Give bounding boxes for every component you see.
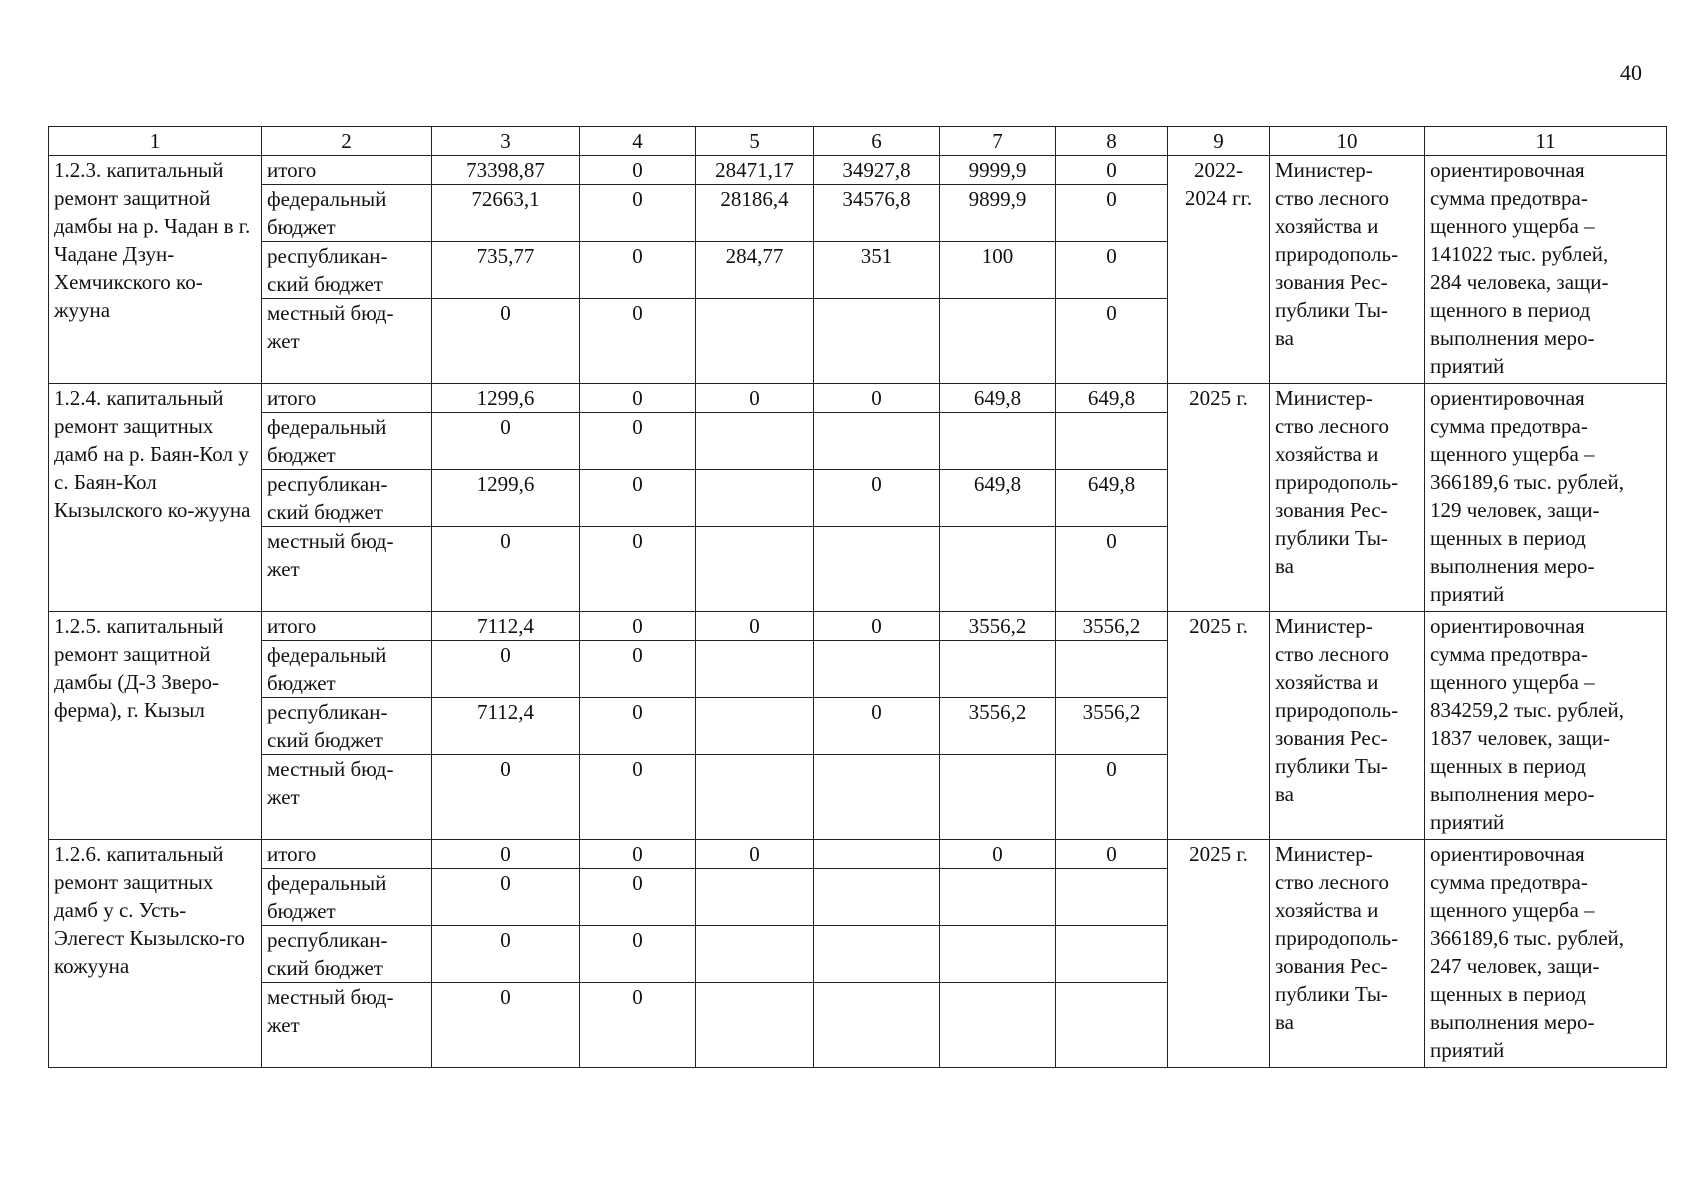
measure-name: 1.2.3. капитальный ремонт защитной дамбы на р. Чадан в г. Чадане Дзун-Хемчикского ко-жууна (49, 156, 262, 384)
amount-cell: 0 (580, 641, 696, 698)
measure-name: 1.2.6. капитальный ремонт защитных дамб у с. Усть-Элегест Кызылско-го кожууна (49, 840, 262, 1068)
amount-cell: 3556,2 (940, 612, 1056, 641)
amount-cell: 0 (814, 470, 940, 527)
amount-cell: 9999,9 (940, 156, 1056, 185)
amount-cell: 735,77 (432, 242, 580, 299)
amount-cell: 0 (580, 299, 696, 384)
amount-cell: 0 (1056, 840, 1168, 869)
funding-source: республикан- ский бюджет (262, 242, 432, 299)
amount-cell (940, 983, 1056, 1068)
result-cell: ориентировочная сумма предотвра- щенного ущерба – 141022 тыс. рублей, 284 человека, защи- щенного в период выполнения меро- приятий (1425, 156, 1667, 384)
amount-cell (814, 413, 940, 470)
amount-cell: 0 (1056, 156, 1168, 185)
funding-source: местный бюд- жет (262, 983, 432, 1068)
amount-cell (940, 755, 1056, 840)
amount-cell (696, 299, 814, 384)
amount-cell (696, 926, 814, 983)
column-header: 4 (580, 127, 696, 156)
amount-cell: 0 (580, 869, 696, 926)
amount-cell: 0 (580, 840, 696, 869)
column-header: 11 (1425, 127, 1667, 156)
amount-cell: 0 (1056, 299, 1168, 384)
amount-cell: 0 (432, 641, 580, 698)
amount-cell (696, 698, 814, 755)
amount-cell (940, 413, 1056, 470)
table-row (49, 384, 1667, 413)
measure-name: 1.2.4. капитальный ремонт защитных дамб на р. Баян-Кол у с. Баян-Кол Кызылского ко-жууна (49, 384, 262, 612)
amount-cell: 0 (432, 983, 580, 1068)
column-header: 1 (49, 127, 262, 156)
amount-cell: 3556,2 (940, 698, 1056, 755)
period-cell: 2025 г. (1168, 384, 1270, 612)
funding-source: федеральный бюджет (262, 413, 432, 470)
amount-cell (814, 926, 940, 983)
column-header: 6 (814, 127, 940, 156)
amount-cell (940, 926, 1056, 983)
funding-source: местный бюд- жет (262, 527, 432, 612)
amount-cell: 0 (940, 840, 1056, 869)
amount-cell: 0 (814, 612, 940, 641)
result-cell: ориентировочная сумма предотвра- щенного ущерба – 366189,6 тыс. рублей, 247 человек, защи- щенных в период выполнения меро- приятий (1425, 840, 1667, 1068)
amount-cell: 9899,9 (940, 185, 1056, 242)
amount-cell (940, 869, 1056, 926)
amount-cell: 0 (814, 698, 940, 755)
column-header: 2 (262, 127, 432, 156)
amount-cell: 28471,17 (696, 156, 814, 185)
amount-cell: 0 (1056, 755, 1168, 840)
amount-cell: 0 (1056, 242, 1168, 299)
amount-cell (696, 869, 814, 926)
amount-cell (696, 470, 814, 527)
funding-source: федеральный бюджет (262, 185, 432, 242)
amount-cell: 0 (432, 755, 580, 840)
amount-cell: 3556,2 (1056, 698, 1168, 755)
funding-source: местный бюд- жет (262, 299, 432, 384)
amount-cell: 0 (580, 527, 696, 612)
amount-cell (1056, 869, 1168, 926)
period-cell: 2025 г. (1168, 612, 1270, 840)
funding-source: итого (262, 612, 432, 641)
amount-cell: 0 (432, 926, 580, 983)
amount-cell: 649,8 (1056, 470, 1168, 527)
executor-cell: Министер- ство лесного хозяйства и природополь- зования Рес- публики Ты- ва (1270, 384, 1425, 612)
amount-cell: 284,77 (696, 242, 814, 299)
amount-cell: 649,8 (940, 470, 1056, 527)
table-row (49, 840, 1667, 869)
amount-cell: 0 (432, 413, 580, 470)
amount-cell (696, 983, 814, 1068)
funding-source: итого (262, 384, 432, 413)
amount-cell: 649,8 (940, 384, 1056, 413)
amount-cell: 0 (696, 384, 814, 413)
column-header: 10 (1270, 127, 1425, 156)
funding-source: итого (262, 840, 432, 869)
amount-cell (940, 299, 1056, 384)
table-row (49, 612, 1667, 641)
amount-cell: 0 (580, 156, 696, 185)
executor-cell: Министер- ство лесного хозяйства и природополь- зования Рес- публики Ты- ва (1270, 612, 1425, 840)
amount-cell (696, 527, 814, 612)
amount-cell: 0 (580, 755, 696, 840)
amount-cell (814, 755, 940, 840)
amount-cell: 0 (580, 242, 696, 299)
funding-source: республикан- ский бюджет (262, 470, 432, 527)
amount-cell (1056, 983, 1168, 1068)
amount-cell: 73398,87 (432, 156, 580, 185)
executor-cell: Министер- ство лесного хозяйства и природополь- зования Рес- публики Ты- ва (1270, 840, 1425, 1068)
amount-cell: 0 (1056, 185, 1168, 242)
period-cell: 2025 г. (1168, 840, 1270, 1068)
column-header: 9 (1168, 127, 1270, 156)
column-header: 3 (432, 127, 580, 156)
amount-cell: 0 (580, 698, 696, 755)
amount-cell: 100 (940, 242, 1056, 299)
table-row (49, 156, 1667, 185)
amount-cell: 0 (696, 612, 814, 641)
amount-cell: 1299,6 (432, 470, 580, 527)
amount-cell: 34576,8 (814, 185, 940, 242)
amount-cell: 0 (580, 413, 696, 470)
amount-cell: 0 (814, 384, 940, 413)
amount-cell (814, 641, 940, 698)
amount-cell: 1299,6 (432, 384, 580, 413)
funding-source: республикан- ский бюджет (262, 926, 432, 983)
amount-cell: 7112,4 (432, 698, 580, 755)
header-row (49, 127, 1667, 156)
amount-cell (940, 527, 1056, 612)
budget-table (48, 126, 1667, 1068)
amount-cell: 7112,4 (432, 612, 580, 641)
amount-cell: 0 (432, 527, 580, 612)
funding-source: итого (262, 156, 432, 185)
amount-cell (696, 413, 814, 470)
amount-cell: 28186,4 (696, 185, 814, 242)
amount-cell: 0 (580, 983, 696, 1068)
amount-cell: 0 (1056, 527, 1168, 612)
amount-cell (814, 983, 940, 1068)
amount-cell: 3556,2 (1056, 612, 1168, 641)
amount-cell (814, 299, 940, 384)
amount-cell (940, 641, 1056, 698)
column-header: 7 (940, 127, 1056, 156)
funding-source: местный бюд- жет (262, 755, 432, 840)
amount-cell: 0 (580, 926, 696, 983)
period-cell: 2022- 2024 гг. (1168, 156, 1270, 384)
amount-cell (1056, 641, 1168, 698)
result-cell: ориентировочная сумма предотвра- щенного ущерба – 834259,2 тыс. рублей, 1837 человек, защи- щенных в период выполнения меро- приятий (1425, 612, 1667, 840)
amount-cell (696, 755, 814, 840)
amount-cell: 649,8 (1056, 384, 1168, 413)
column-header: 8 (1056, 127, 1168, 156)
amount-cell: 0 (580, 384, 696, 413)
amount-cell (696, 641, 814, 698)
page-number: 40 (1620, 60, 1642, 85)
amount-cell (814, 527, 940, 612)
result-cell: ориентировочная сумма предотвра- щенного ущерба – 366189,6 тыс. рублей, 129 человек, защи- щенных в период выполнения меро- приятий (1425, 384, 1667, 612)
amount-cell: 0 (580, 185, 696, 242)
amount-cell (814, 840, 940, 869)
funding-source: республикан- ский бюджет (262, 698, 432, 755)
amount-cell (1056, 926, 1168, 983)
amount-cell: 0 (432, 869, 580, 926)
amount-cell (1056, 413, 1168, 470)
amount-cell: 0 (432, 299, 580, 384)
funding-source: федеральный бюджет (262, 869, 432, 926)
measure-name: 1.2.5. капитальный ремонт защитной дамбы (Д-3 Зверо-ферма), г. Кызыл (49, 612, 262, 840)
amount-cell (814, 869, 940, 926)
amount-cell: 34927,8 (814, 156, 940, 185)
executor-cell: Министер- ство лесного хозяйства и природополь- зования Рес- публики Ты- ва (1270, 156, 1425, 384)
amount-cell: 0 (580, 470, 696, 527)
amount-cell: 0 (580, 612, 696, 641)
column-header: 5 (696, 127, 814, 156)
funding-source: федеральный бюджет (262, 641, 432, 698)
amount-cell: 351 (814, 242, 940, 299)
amount-cell: 0 (432, 840, 580, 869)
amount-cell: 72663,1 (432, 185, 580, 242)
amount-cell: 0 (696, 840, 814, 869)
